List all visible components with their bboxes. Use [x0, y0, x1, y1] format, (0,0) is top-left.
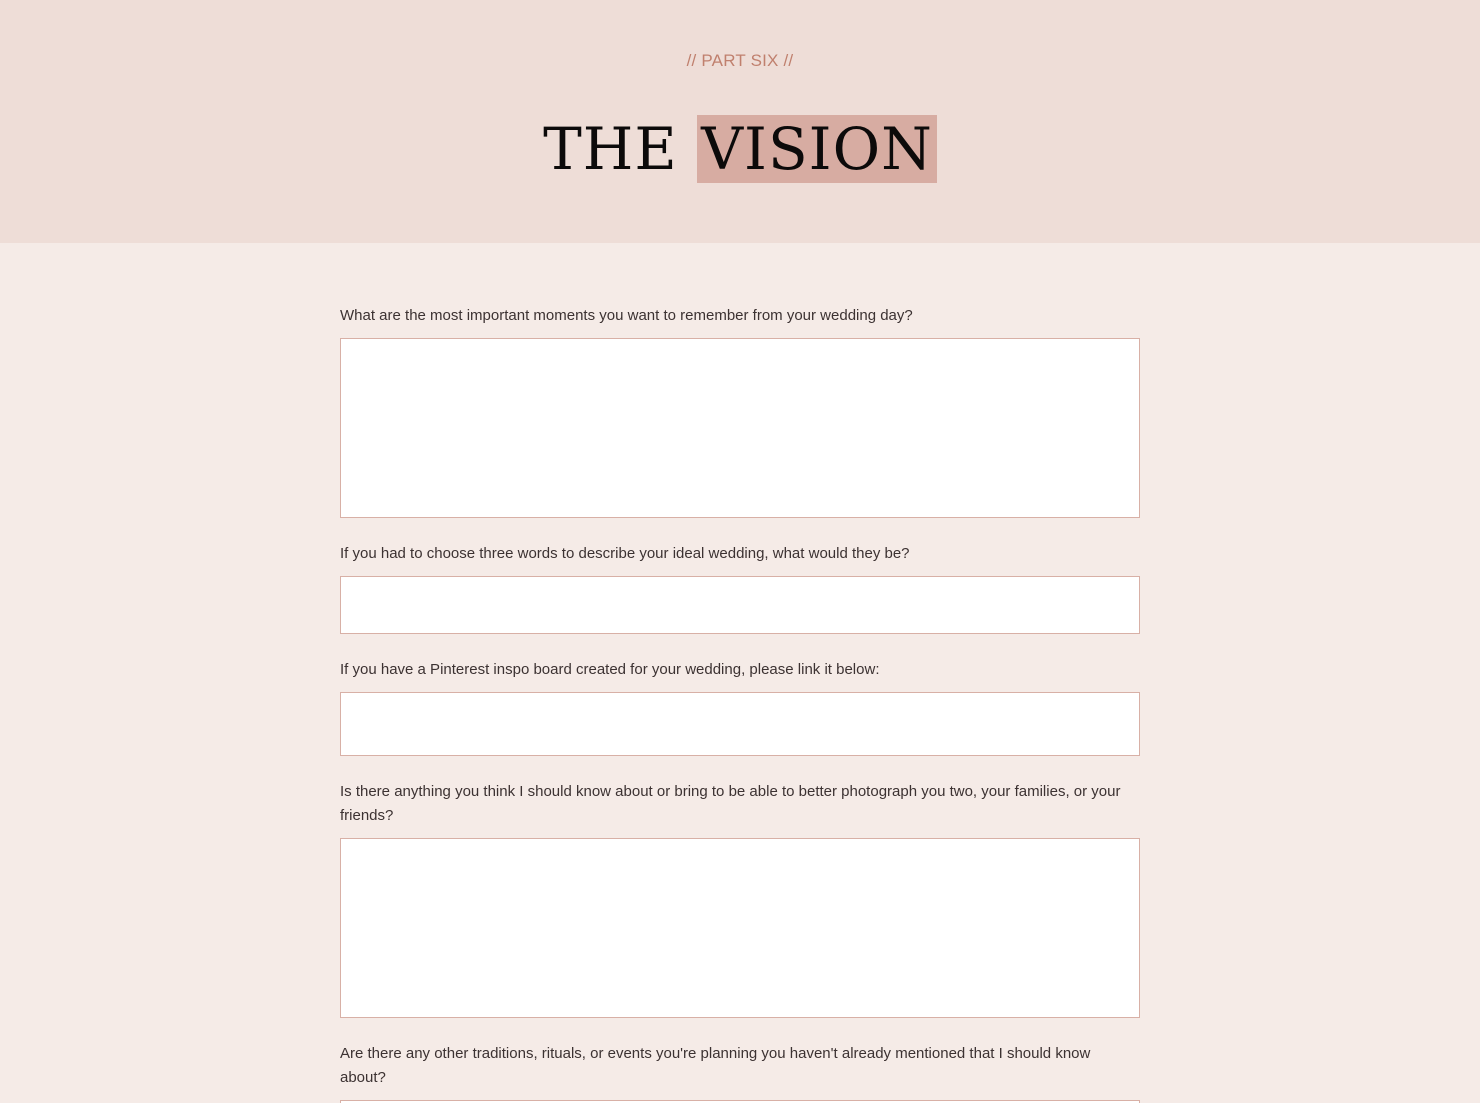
photography-notes-textarea[interactable]	[340, 838, 1140, 1018]
question-label: Are there any other traditions, rituals, or events you're planning you haven't already mentioned that I should know about?	[340, 1045, 1091, 1086]
question-label: Is there anything you think I should know about or bring to be able to better photograph you two, your families, or your friends?	[340, 783, 1121, 824]
pinterest-link-input[interactable]	[340, 692, 1140, 756]
important-moments-textarea[interactable]	[340, 338, 1140, 518]
section-eyebrow: // PART SIX //	[686, 51, 794, 70]
question-label: If you had to choose three words to describe your ideal wedding, what would they be?	[340, 545, 910, 562]
section-title-highlight: VISION	[697, 115, 937, 183]
question-label: What are the most important moments you want to remember from your wedding day?	[340, 307, 913, 324]
section-header	[0, 0, 1480, 243]
three-words-input[interactable]	[340, 576, 1140, 634]
section-title-plain: THE	[543, 115, 698, 183]
section-title	[0, 112, 1480, 187]
question-label: If you have a Pinterest inspo board created for your wedding, please link it below:	[340, 661, 880, 678]
